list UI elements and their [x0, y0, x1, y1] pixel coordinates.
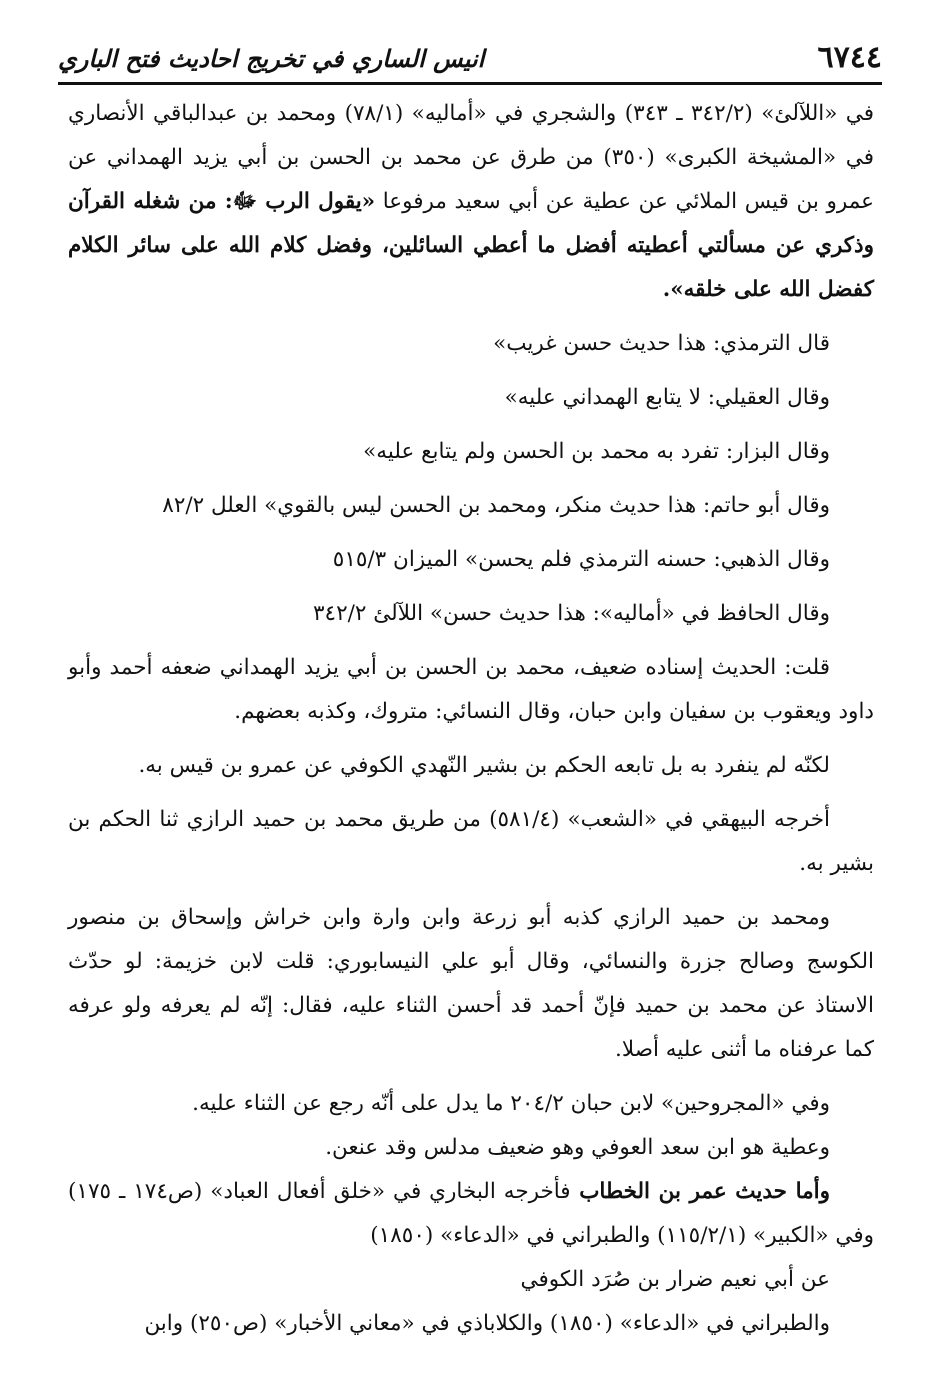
- paragraph: [68, 538, 874, 582]
- paragraph: [68, 484, 874, 528]
- text-run: وقال الذهبي: حسنه الترمذي فلم يحسن» الميزان ٥١٥/٣: [332, 547, 830, 572]
- paragraph: [68, 1302, 874, 1346]
- text-run: في «اللآلئ» (٣٤٢/٢ ـ ٣٤٣) والشجري في «أماليه» (٧٨/١) ومحمد بن عبدالباقي الأنصاري في «المشيخة الكبرى» (٣٥٠) من طرق عن محمد بن الحسن بن أبي يزيد الهمداني عن عمرو بن قيس الملائي عن عطية عن أبي سعيد مرفوعا: [68, 101, 875, 214]
- text-run: ومحمد بن حميد الرازي كذبه أبو زرعة وابن وارة وابن خراش وإسحاق بن منصور الكوسج وصالح جزرة والنسائي، وقال أبو علي النيسابوري: قلت لابن خزيمة: لو حدّث الاستاذ عن محمد بن حميد فإنّ أحمد قد أحسن الثناء عليه، فقال: إنّه لم يعرفه ولو عرفه كما عرفناه ما أثنى عليه أصلا.: [68, 905, 874, 1062]
- running-title: انيس الساري في تخريج احاديث فتح الباري: [58, 44, 485, 73]
- header-rule: [58, 82, 882, 85]
- text-run: وقال الحافظ في «أماليه»: هذا حديث حسن» اللآلئ ٣٤٢/٢: [312, 601, 830, 626]
- paragraph: [68, 1258, 874, 1302]
- text-run: وقال البزار: تفرد به محمد بن الحسن ولم يتابع عليه»: [363, 439, 830, 464]
- section-lead-bold: وأما حديث عمر بن الخطاب: [570, 1179, 830, 1204]
- paragraph: [68, 1082, 874, 1126]
- page-header: [58, 38, 882, 86]
- paragraph: [68, 430, 874, 474]
- text-run: قال الترمذي: هذا حديث حسن غريب»: [493, 331, 830, 356]
- text-run: وقال أبو حاتم: هذا حديث منكر، ومحمد بن الحسن ليس بالقوي» العلل ٨٢/٢: [162, 493, 830, 518]
- paragraph: [68, 798, 874, 886]
- text-run: وقال العقيلي: لا يتابع الهمداني عليه»: [504, 385, 830, 410]
- paragraph: [68, 1126, 874, 1170]
- paragraph: [68, 744, 874, 788]
- paragraph: [68, 1170, 874, 1258]
- text-run: أخرجه البيهقي في «الشعب» (٥٨١/٤) من طريق محمد بن حميد الرازي ثنا الحكم بن بشير به.: [68, 807, 874, 876]
- text-run: والطبراني في «الدعاء» (١٨٥٠) والكلاباذي في «معاني الأخبار» (ص٢٥٠) وابن: [144, 1311, 830, 1336]
- page-body: [68, 92, 874, 1346]
- page-number: ٦٧٤٤: [817, 40, 882, 75]
- paragraph: [68, 376, 874, 420]
- paragraph: [68, 592, 874, 636]
- paragraph: [68, 646, 874, 734]
- text-run: عن أبي نعيم ضرار بن صُرَد الكوفي: [520, 1267, 830, 1292]
- text-run: لكنّه لم ينفرد به بل تابعه الحكم بن بشير النّهدي الكوفي عن عمرو بن قيس به.: [138, 753, 830, 778]
- text-run: وفي «المجروحين» لابن حبان ٢٠٤/٢ ما يدل على أنّه رجع عن الثناء عليه.: [192, 1091, 830, 1116]
- hadith-text-bold: «يقول الرب ﷻ: من شغله القرآن وذكري عن مسألتي أعطيته أفضل ما أعطي السائلين، وفضل كلام الله على سائر الكلام كفضل الله على خلقه».: [68, 189, 874, 302]
- text-run: فأخرجه البخاري في «خلق أفعال العباد» (ص١٧٤ ـ ١٧٥) وفي «الكبير» (١١٥/٢/١) والطبراني في «الدعاء» (١٨٥٠): [68, 1179, 874, 1248]
- text-run: وعطية هو ابن سعد العوفي وهو ضعيف مدلس وقد عنعن.: [325, 1135, 830, 1160]
- paragraph: [68, 92, 874, 312]
- paragraph: [68, 322, 874, 366]
- paragraph: [68, 896, 874, 1072]
- text-run: قلت: الحديث إسناده ضعيف، محمد بن الحسن بن أبي يزيد الهمداني ضعفه أحمد وأبو داود ويعقوب بن سفيان وابن حبان، وقال النسائي: متروك، وكذبه بعضهم.: [68, 655, 874, 724]
